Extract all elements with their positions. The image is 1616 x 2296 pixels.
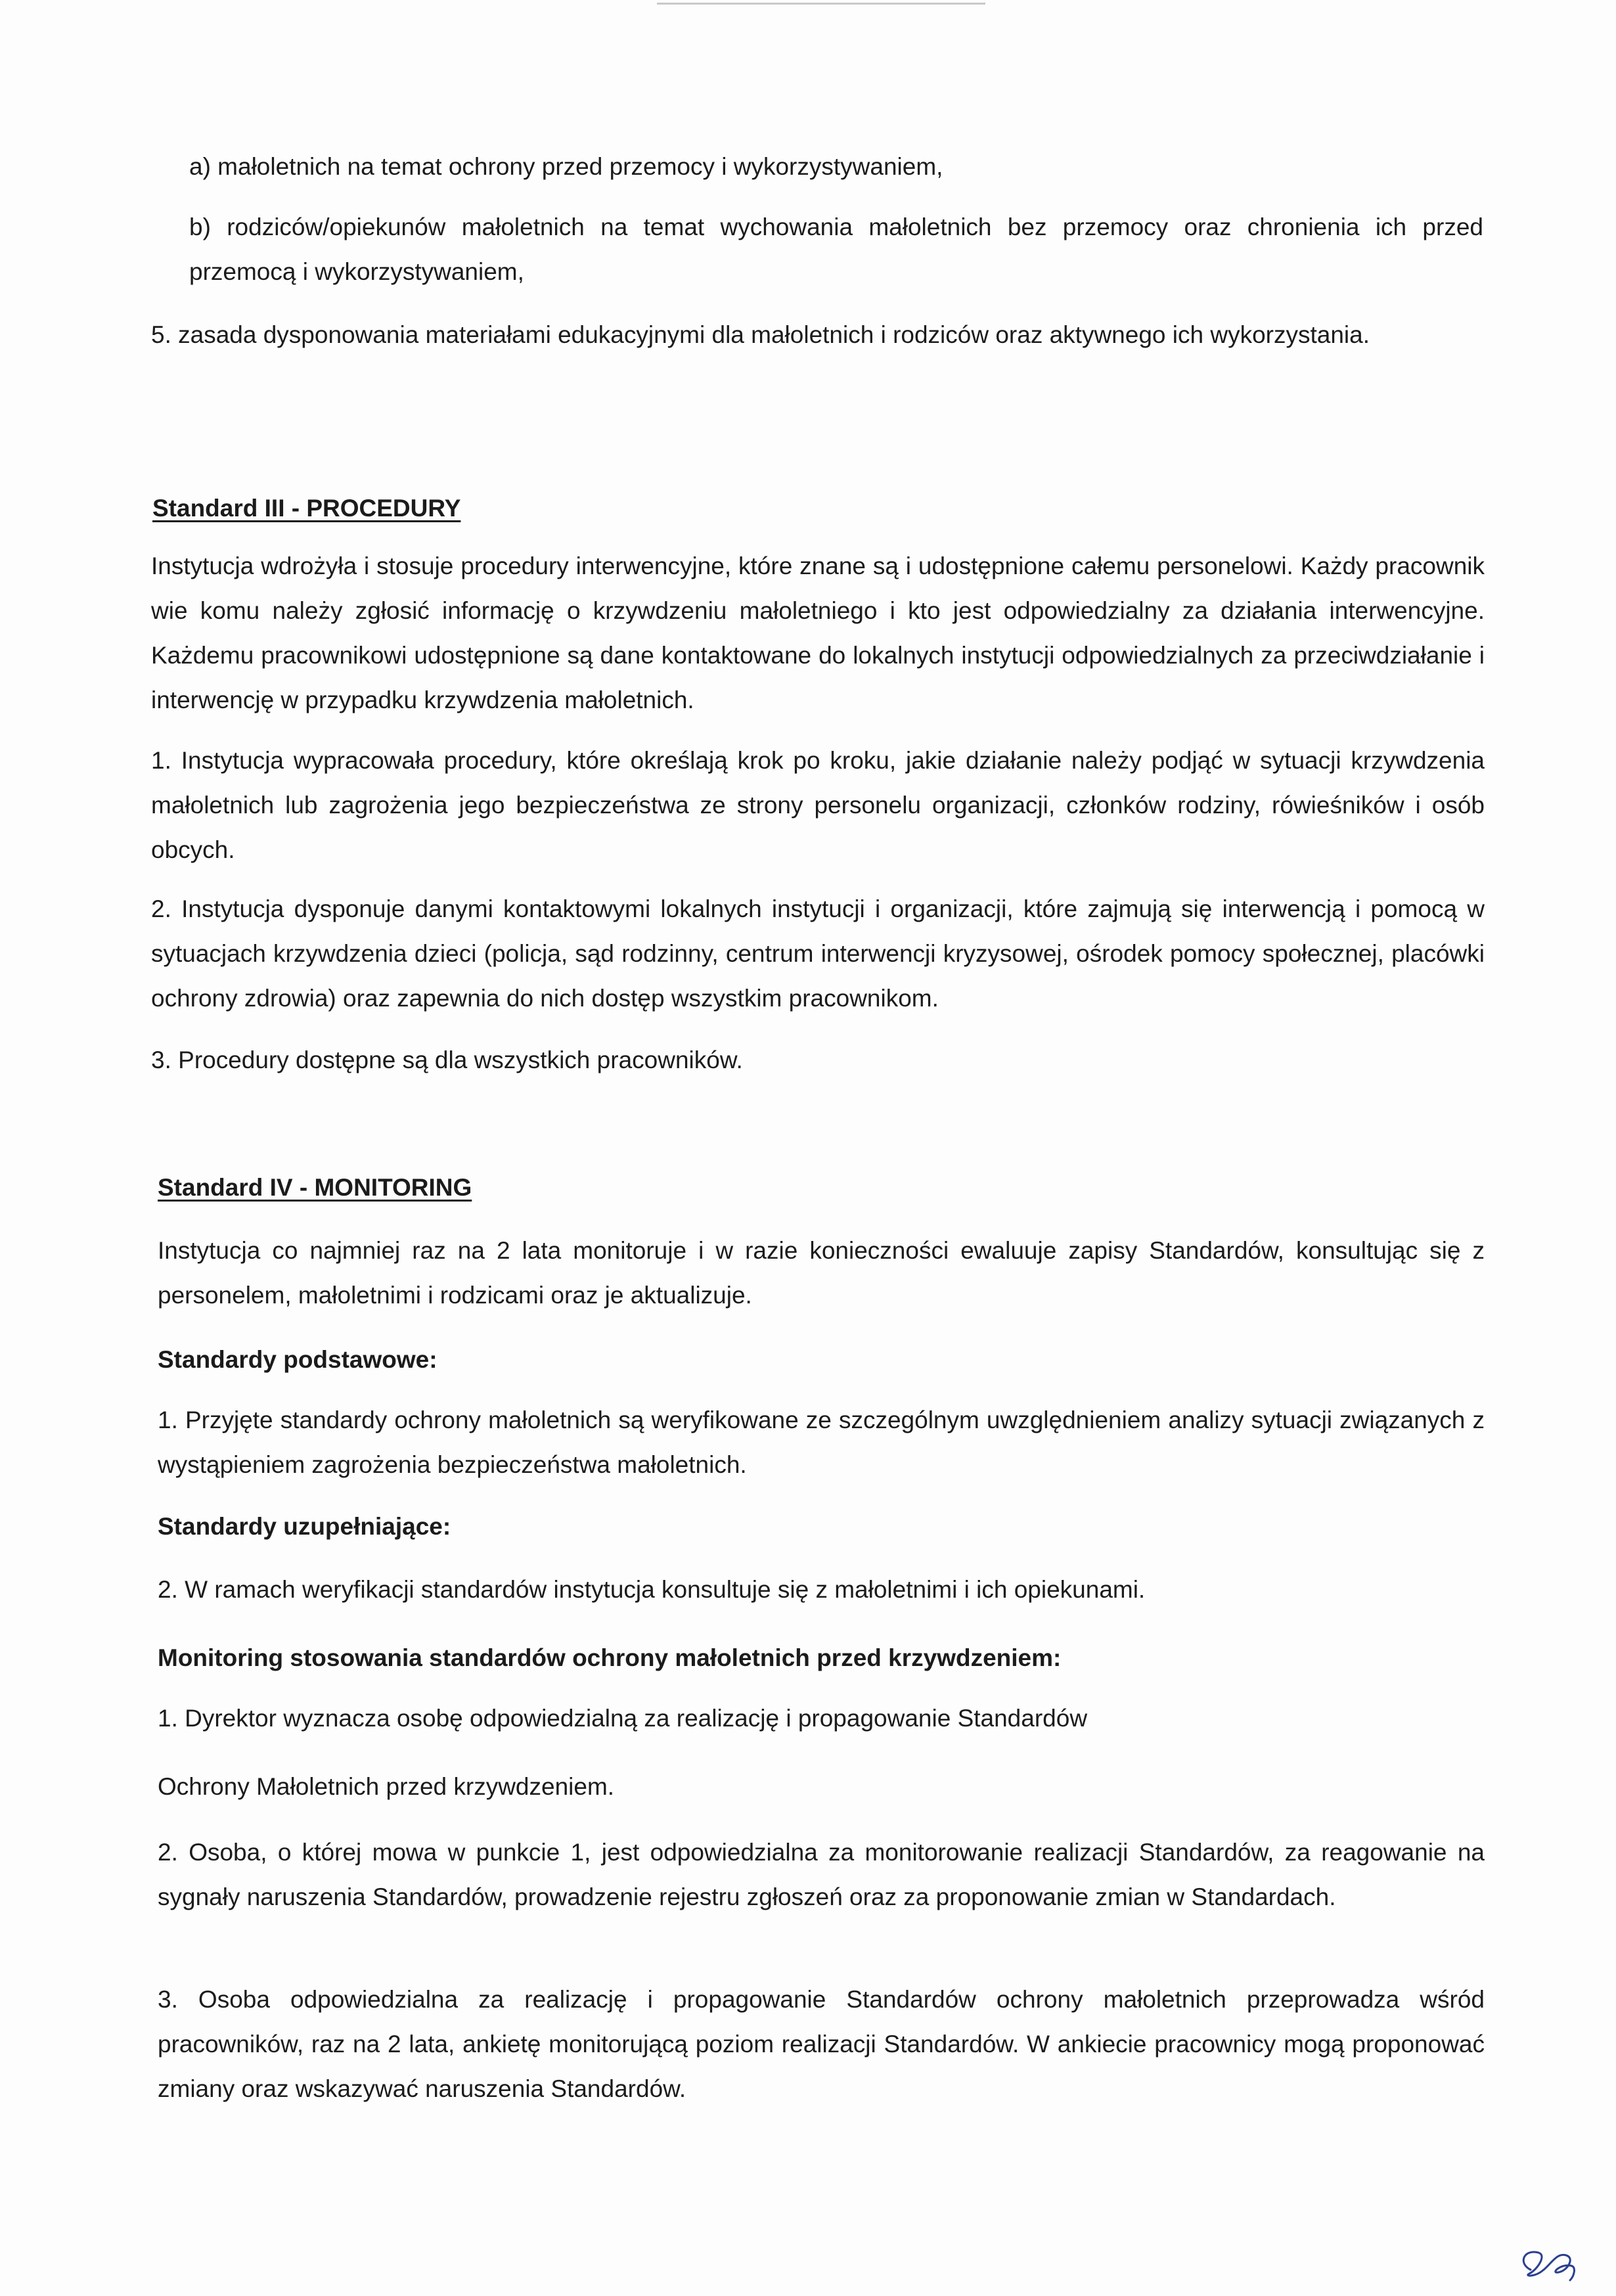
basic-standard-item-1: 1. Przyjęte standardy ochrony małoletnich są weryfikowane ze szczególnym uwzględnieniem analizy sytuacji związanych z wystąpieniem zagrożenia bezpieczeństwa małoletnich. (158, 1407, 1485, 1478)
monitoring-item-1-continued: Ochrony Małoletnich przed krzywdzeniem. (158, 1773, 615, 1800)
standard-iii-intro: Instytucja wdrożyła i stosuje procedury interwencyjne, które znane są i udostępnione całemu personelowi. Każdy pracownik wie komu należy zgłosić informację o krzywdzeniu małoletniego i kto jest odpowiedzialny za działania interwencyjne. Każdemu pracownikowi udostępnione są dane kontaktowane do lokalnych instytucji odpowiedzialnych za przeciwdziałanie i interwencję w przypadku krzywdzenia małoletnich. (151, 552, 1485, 713)
standard-iii-item-1: 1. Instytucja wypracowała procedury, które określają krok po kroku, jakie działanie należy podjąć w sytuacji krzywdzenia małoletnich lub zagrożenia jego bezpieczeństwa ze strony personelu organizacji, członków rodziny, rówieśników i osób obcych. (151, 747, 1485, 863)
monitoring-item-3: 3. Osoba odpowiedzialna za realizację i propagowanie Standardów ochrony małoletnich przeprowadza wśród pracowników, raz na 2 lata, ankietę monitorującą poziom realizacji Standardów. W ankiecie pracownicy mogą proponować zmiany oraz wskazywać naruszenia Standardów. (158, 1986, 1485, 2102)
scan-edge-line (657, 3, 985, 5)
monitoring-item-1: 1. Dyrektor wyznacza osobę odpowiedzialną za realizację i propagowanie Standardów (158, 1705, 1088, 1732)
heading-standard-iii: Standard III - PROCEDURY (152, 495, 461, 522)
list-item-5: 5. zasada dysponowania materiałami edukacyjnymi dla małoletnich i rodziców oraz aktywnego ich wykorzystania. (151, 321, 1370, 348)
signature-initials (1511, 2243, 1583, 2283)
list-item-a: a) małoletnich na temat ochrony przed przemocy i wykorzystywaniem, (189, 153, 943, 180)
list-item-b: b) rodziców/opiekunów małoletnich na temat wychowania małoletnich bez przemocy oraz chronienia ich przed przemocą i wykorzystywaniem, (189, 214, 1483, 285)
standard-iii-item-2: 2. Instytucja dysponuje danymi kontaktowymi lokalnych instytucji i organizacji, które zajmują się interwencją i pomocą w sytuacjach krzywdzenia dzieci (policja, sąd rodzinny, centrum interwencji kryzysowej, ośrodek pomocy społecznej, placówki ochrony zdrowia) oraz zapewnia do nich dostęp wszystkim pracownikom. (151, 895, 1485, 1012)
supplementary-standard-item-2: 2. W ramach weryfikacji standardów instytucja konsultuje się z małoletnimi i ich opiekunami. (158, 1576, 1146, 1603)
heading-standard-iv: Standard IV - MONITORING (158, 1174, 472, 1201)
monitoring-item-2: 2. Osoba, o której mowa w punkcie 1, jest odpowiedzialna za monitorowanie realizacji Standardów, za reagowanie na sygnały naruszenia Standardów, prowadzenie rejestru zgłoszeń oraz za proponowanie zmian w Standardach. (158, 1839, 1485, 1910)
standard-iii-item-3: 3. Procedury dostępne są dla wszystkich pracowników. (151, 1047, 743, 1073)
standard-iv-intro: Instytucja co najmniej raz na 2 lata monitoruje i w razie konieczności ewaluuje zapisy Standardów, konsultując się z personelem, małoletnimi i rodzicami oraz je aktualizuje. (158, 1237, 1485, 1309)
subheading-monitoring: Monitoring stosowania standardów ochrony małoletnich przed krzywdzeniem: (158, 1644, 1062, 1671)
subheading-supplementary-standards: Standardy uzupełniające: (158, 1513, 451, 1540)
subheading-basic-standards: Standardy podstawowe: (158, 1346, 438, 1373)
